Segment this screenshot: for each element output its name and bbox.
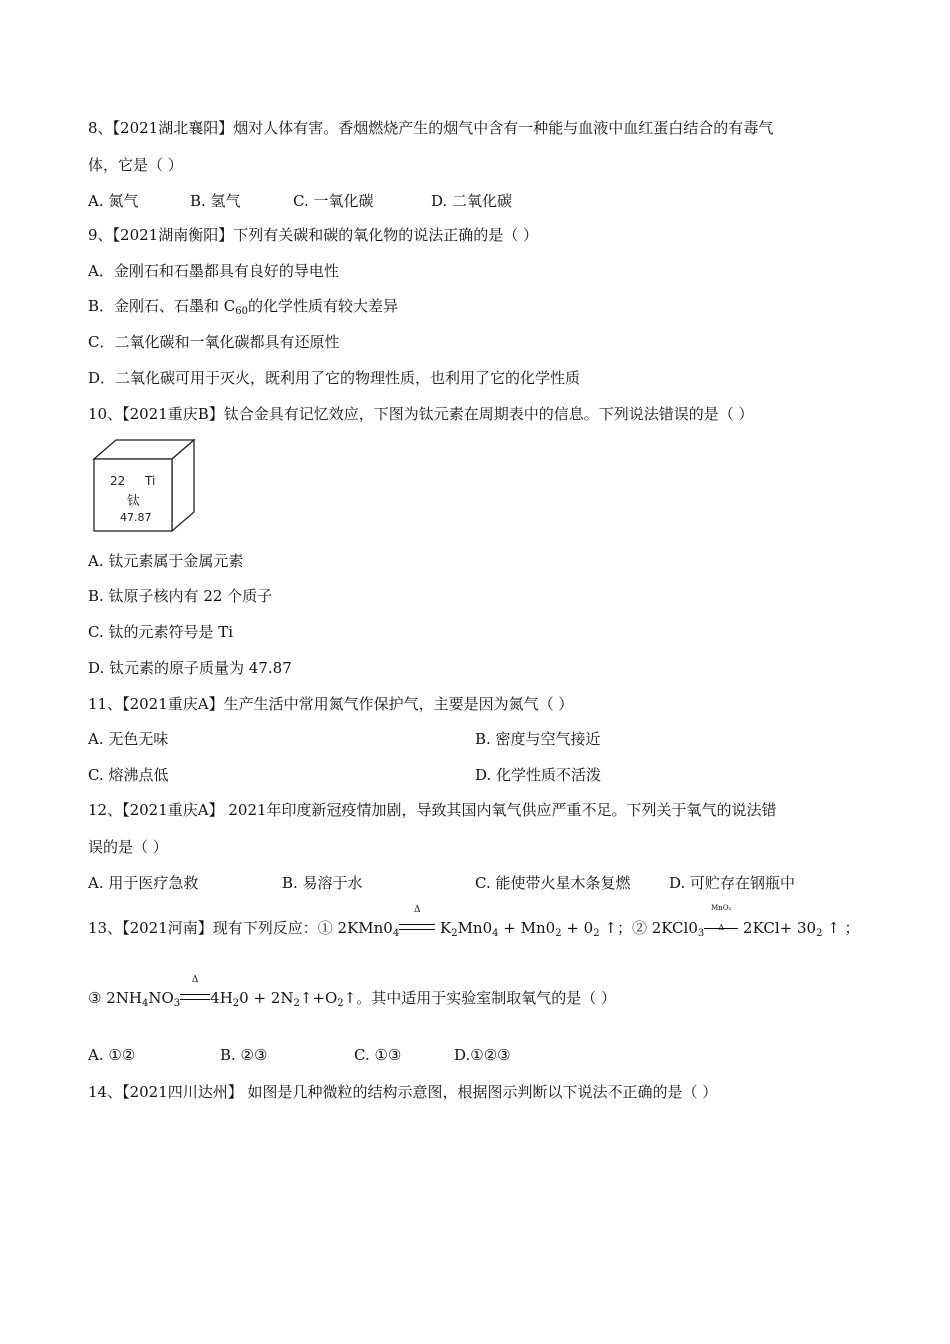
element-name: 钛 [127,494,141,509]
q11-option-a: A. 无色无味 [88,730,169,748]
q12-option-b: B. 易溶于水 [282,874,363,892]
atomic-mass: 47.87 [120,511,152,524]
atomic-number: 22 [110,474,126,488]
q10-option-b: B. 钛原子核内有 22 个质子 [88,587,273,605]
titanium-element-cell [92,438,196,534]
heat-condition: Δ [399,918,435,938]
q12-option-a: A. 用于医疗急救 [88,874,199,892]
q12-stem-line2: 误的是（ ） [88,838,168,856]
q12-stem-line1: 12、【2021重庆A】 2021年印度新冠疫情加剧，导致其国内氧气供应严重不足。下列关于氧气的说法错 [88,801,777,819]
q10-option-c: C. 钛的元素符号是 Ti [88,623,234,641]
q13-option-a: A. ①② [88,1046,136,1064]
q8-option-d: D. 二氧化碳 [431,192,513,210]
q10-option-a: A. 钛元素属于金属元素 [88,552,244,570]
catalyst-heat-condition: MnO₂ Δ [704,918,738,938]
q10-stem: 10、【2021重庆B】钛合金具有记忆效应，下图为钛元素在周期表中的信息。下列说法错误的是（ ） [88,405,754,423]
q12-option-c: C. 能使带火星木条复燃 [475,874,631,892]
q8-stem-line1: 8、【2021湖北襄阳】烟对人体有害。香烟燃烧产生的烟气中含有一种能与血液中血红蛋白结合的有毒气 [88,119,774,137]
q9-option-c: C．二氧化碳和一氧化碳都具有还原性 [88,333,340,351]
heat-condition-2: Δ [180,988,210,1008]
element-symbol: Ti [145,474,156,488]
q9-option-d: D．二氧化碳可用于灭火，既利用了它的物理性质，也利用了它的化学性质 [88,369,581,387]
q8-option-c: C. 一氧化碳 [293,192,374,210]
q13-reactions-line2: ③ $2NH_4NO_3$ Δ $4H_20$ + $2N_2↑+O_2↑$。其中适用于实验室制取氧气的是（ ） [88,975,617,1009]
q11-option-c: C. 熔沸点低 [88,766,169,784]
q11-option-d: D. 化学性质不活泼 [475,766,602,784]
q8-stem-line2: 体，它是（ ） [88,156,183,174]
q13-option-b: B. ②③ [220,1046,268,1064]
q8-option-a: A. 氮气 [88,192,139,210]
q11-option-b: B. 密度与空气接近 [475,730,601,748]
q9-stem: 9、【2021湖南衡阳】下列有关碳和碳的氧化物的说法正确的是（ ） [88,226,538,244]
q11-stem: 11、【2021重庆A】生产生活中常用氮气作保护气，主要是因为氮气（ ） [88,695,574,713]
q8-option-b: B. 氢气 [190,192,241,210]
q9-option-b: B．金刚石、石墨和 $C_{60}$的化学性质有较大差异 [88,297,399,317]
q13-reactions-line1: 13、【2021河南】现有下列反应：① $2KMn0_4$ Δ $K_2Mn0_4 + Mn0_2 + 0_2$ ↑；② $2KCl0_3$ MnO₂ Δ $2KCl+ 30_2$ ↑ ； [88,904,860,939]
q14-stem: 14、【2021四川达州】 如图是几种微粒的结构示意图，根据图示判断以下说法不正确的是（ ） [88,1083,718,1101]
q12-option-d: D. 可贮存在钢瓶中 [669,874,796,892]
q13-option-c: C. ①③ [354,1046,402,1064]
q9-option-a: A．金刚石和石墨都具有良好的导电性 [88,262,339,280]
q13-option-d: D.①②③ [454,1046,511,1064]
q10-option-d: D. 钛元素的原子质量为 47.87 [88,659,292,677]
